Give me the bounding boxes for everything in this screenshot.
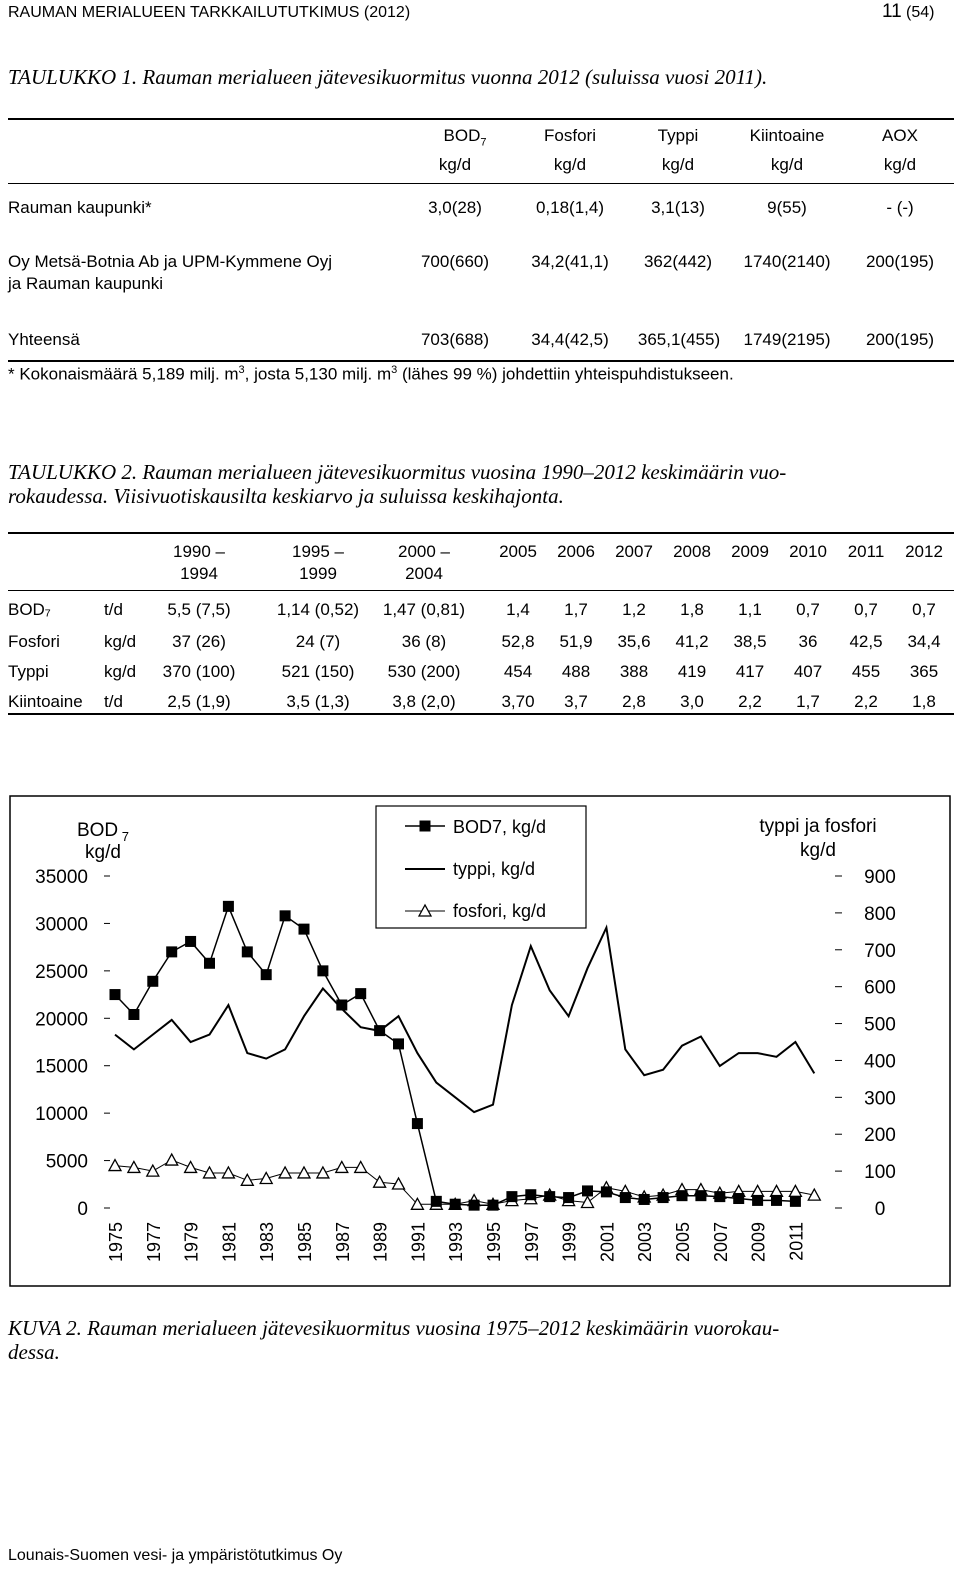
row-label: Kiintoaine — [8, 692, 83, 711]
x-tick-label: 1977 — [143, 1222, 164, 1263]
fosfori-point — [109, 1160, 121, 1171]
fosfori-point — [185, 1161, 197, 1172]
cell: 455 — [851, 662, 881, 681]
table2-col-header: 2000 – — [398, 542, 450, 561]
x-tick-label: 1991 — [408, 1222, 429, 1263]
cell: 24 (7) — [295, 632, 341, 651]
cell: 1,8 — [912, 692, 936, 711]
x-tick-label: 1985 — [295, 1222, 315, 1263]
series-bod7-line — [115, 906, 795, 1205]
cell: 1,2 — [622, 600, 646, 619]
bod7-point — [223, 901, 234, 912]
x-tick-label: 1993 — [446, 1222, 467, 1263]
col-typpi-name: Typpi — [657, 126, 699, 145]
x-tick-label: 2011 — [786, 1222, 807, 1261]
right-tick-label: 400 — [864, 1051, 896, 1073]
bod7-point — [544, 1191, 555, 1202]
table2-col-header: 1990 – — [173, 542, 225, 561]
bod7-point — [147, 976, 158, 987]
cell: - (-) — [886, 198, 914, 217]
cell: 2,5 (1,9) — [167, 692, 231, 711]
table2-bottom-rule — [8, 713, 954, 715]
table2-header-rule — [8, 590, 954, 591]
right-tick-label: 900 — [864, 867, 896, 888]
cell: 362(442) — [643, 252, 713, 271]
right-tick-label: 800 — [864, 903, 896, 925]
left-tick-label: 30000 — [35, 914, 88, 936]
cell: 1,14 (0,52) — [276, 600, 360, 619]
bod7-point — [336, 1000, 347, 1011]
cell: 37 (26) — [172, 632, 226, 651]
bod7-point — [412, 1118, 423, 1129]
col-fosfori-unit: kg/d — [553, 155, 587, 174]
cell: 41,2 — [675, 632, 709, 651]
bod7-point — [714, 1191, 725, 1202]
cell: 52,8 — [501, 632, 535, 651]
x-tick-label: 1995 — [484, 1222, 504, 1263]
cell: 3,5 (1,3) — [286, 692, 350, 711]
cell: 2,2 — [854, 692, 878, 711]
cell: 51,9 — [559, 632, 593, 651]
cell: 42,5 — [849, 632, 883, 651]
left-axis-unit: kg/d — [85, 842, 121, 863]
bod7-point — [790, 1196, 801, 1207]
table2-col-header: 2011 — [847, 542, 885, 561]
col-bod-name: $BOD_7$ — [443, 126, 487, 149]
cell: 365 — [909, 662, 939, 681]
cell: 703(688) — [420, 330, 490, 349]
table1-header-rule — [8, 183, 954, 184]
x-tick-label: 1989 — [370, 1222, 391, 1263]
x-tick-label: 1981 — [219, 1222, 240, 1263]
figure-caption-line2: dessa. — [8, 1340, 60, 1364]
bod7-point — [620, 1192, 631, 1203]
cell: 34,4(42,5) — [531, 330, 609, 349]
fosfori-point — [374, 1176, 386, 1187]
legend-typpi-label: typpi, kg/d — [453, 859, 536, 879]
left-tick-label: 10000 — [35, 1104, 88, 1126]
left-tick-label: 25000 — [35, 961, 88, 983]
col-kiintoaine-unit: kg/d — [770, 155, 804, 174]
bod7-point — [317, 965, 328, 976]
bod7-point — [563, 1192, 574, 1203]
cell: 38,5 — [733, 632, 767, 651]
bod7-point — [506, 1191, 517, 1202]
left-tick-label: 20000 — [35, 1009, 88, 1031]
right-tick-label: 300 — [864, 1088, 896, 1110]
cell: 1,1 — [738, 600, 762, 619]
page-total: (54) — [906, 4, 935, 21]
row-unit: kg/d — [104, 662, 137, 681]
bod7-point — [393, 1038, 404, 1049]
x-tick-label: 1983 — [257, 1222, 278, 1263]
col-typpi-unit: kg/d — [661, 155, 695, 174]
left-axis-label: BOD $_7$ — [76, 820, 130, 844]
row-label: Fosfori — [8, 632, 60, 651]
bod7-point — [677, 1190, 688, 1201]
cell: 9(55) — [767, 198, 807, 217]
cell: 417 — [735, 662, 765, 681]
cell: 365,1(455) — [637, 330, 721, 349]
table2-caption-line2: rokaudessa. Viisivuotiskausilta keskiarvo ja suluissa keskihajonta. — [8, 484, 564, 508]
row-label-2: ja Rauman kaupunki — [8, 274, 163, 293]
cell: 0,7 — [796, 600, 820, 619]
series-typpi-line — [115, 928, 814, 1113]
table2-col-header: 2006 — [557, 542, 595, 561]
bod7-point — [261, 969, 272, 980]
left-tick-label: 5000 — [45, 1151, 88, 1173]
cell: 2,2 — [738, 692, 762, 711]
page-footer: Lounais-Suomen vesi- ja ympäristötutkimus Oy — [8, 1547, 343, 1564]
cell: 370 (100) — [162, 662, 236, 681]
bod7-point — [374, 1025, 385, 1036]
cell: 530 (200) — [387, 662, 461, 681]
load-chart — [0, 790, 960, 1290]
bod7-point — [280, 910, 291, 921]
right-axis-unit: kg/d — [800, 840, 836, 861]
cell: 0,7 — [854, 600, 878, 619]
col-kiintoaine-name: Kiintoaine — [749, 126, 825, 145]
row-label: Typpi — [8, 662, 49, 681]
cell: 3,0(28) — [428, 198, 482, 217]
row-unit: kg/d — [104, 632, 137, 651]
fosfori-point — [260, 1172, 272, 1183]
cell: 1740(2140) — [743, 252, 831, 271]
bod7-point — [733, 1193, 744, 1204]
table2-col-header: 2007 — [615, 542, 653, 561]
legend-bod7-label: BOD7, kg/d — [453, 817, 547, 837]
cell: 1,8 — [680, 600, 704, 619]
cell: 2,8 — [622, 692, 646, 711]
right-tick-label: 500 — [864, 1014, 896, 1036]
cell: 407 — [793, 662, 823, 681]
table1-bottom-rule — [8, 360, 954, 362]
row-unit: t/d — [104, 600, 123, 619]
col-aox-unit: kg/d — [883, 155, 917, 174]
right-tick-label: 200 — [864, 1125, 896, 1147]
page-number: 11 — [882, 1, 902, 22]
right-tick-label: 700 — [864, 940, 896, 962]
bod7-point — [242, 946, 253, 957]
cell: 1,7 — [796, 692, 820, 711]
cell: 3,70 — [501, 692, 535, 711]
cell: 3,7 — [564, 692, 588, 711]
bod7-point — [166, 946, 177, 957]
cell: 34,4 — [907, 632, 941, 651]
table2-col-header: 2008 — [673, 542, 711, 561]
table2-col-header: 2010 — [789, 542, 827, 561]
cell: 388 — [619, 662, 649, 681]
bod7-point — [582, 1185, 593, 1196]
x-tick-label: 1999 — [559, 1222, 580, 1263]
x-tick-label: 1979 — [181, 1222, 202, 1263]
left-tick-label: 35000 — [35, 867, 88, 888]
bod7-point — [658, 1192, 669, 1203]
x-tick-label: 1987 — [332, 1222, 353, 1263]
table2-col-header: 2012 — [905, 542, 943, 561]
cell: 36 (8) — [401, 632, 447, 651]
right-tick-label: 0 — [874, 1199, 886, 1220]
cell: 454 — [503, 662, 533, 681]
cell: 1749(2195) — [743, 330, 831, 349]
cell: 419 — [677, 662, 707, 681]
running-header: RAUMAN MERIALUEEN TARKKAILUTUTKIMUS (2012) — [8, 4, 411, 21]
fosfori-point — [279, 1167, 291, 1178]
bod7-point — [771, 1195, 782, 1206]
x-tick-label: 1975 — [106, 1222, 126, 1263]
x-tick-label: 2005 — [673, 1222, 693, 1263]
row-label: Yhteensä — [8, 330, 80, 349]
row-label: Rauman kaupunki* — [8, 198, 152, 217]
x-tick-label: 2003 — [635, 1222, 656, 1263]
table2-col-header-2: 1999 — [299, 564, 337, 583]
left-tick-label: 0 — [77, 1199, 88, 1220]
fosfori-point — [298, 1167, 310, 1178]
fosfori-point — [166, 1154, 178, 1165]
bod7-point — [110, 989, 121, 1000]
bod7-point — [639, 1194, 650, 1205]
row-label: Oy Metsä-Botnia Ab ja UPM-Kymmene Oyj — [8, 252, 333, 271]
cell: 1,7 — [564, 600, 588, 619]
cell: 1,4 — [506, 600, 530, 619]
right-tick-label: 600 — [864, 977, 896, 999]
cell: 3,1(13) — [651, 198, 705, 217]
fosfori-point — [204, 1167, 216, 1178]
cell: 35,6 — [617, 632, 651, 651]
cell: 488 — [561, 662, 591, 681]
fosfori-point — [222, 1167, 234, 1178]
right-axis-label: typpi ja fosfori — [759, 816, 877, 837]
table2-caption-line1: TAULUKKO 2. Rauman merialueen jätevesikuormitus vuosina 1990–2012 keskimäärin vuo- — [8, 460, 787, 484]
table2-col-header: 2005 — [499, 542, 537, 561]
bod7-point — [450, 1199, 461, 1210]
cell: 0,18(1,4) — [535, 198, 605, 217]
right-tick-label: 100 — [864, 1162, 896, 1184]
table1-caption: TAULUKKO 1. Rauman merialueen jätevesikuormitus vuonna 2012 (suluissa vuosi 2011). — [8, 65, 768, 89]
bod7-point — [601, 1186, 612, 1197]
x-tick-label: 2007 — [710, 1222, 731, 1263]
bod7-point — [431, 1196, 442, 1207]
row-unit: t/d — [104, 692, 123, 711]
table2-top-rule — [8, 532, 954, 534]
cell: 3,0 — [680, 692, 704, 711]
table2-col-header: 2009 — [731, 542, 769, 561]
bod7-point — [488, 1200, 499, 1211]
legend-fosfori-label: fosfori, kg/d — [453, 901, 547, 921]
table1-top-rule — [8, 118, 954, 120]
table2-col-header-2: 1994 — [180, 564, 218, 583]
bod7-point — [525, 1189, 536, 1200]
cell: 1,47 (0,81) — [382, 600, 466, 619]
bod7-point — [299, 924, 310, 935]
cell: 0,7 — [912, 600, 936, 619]
fosfori-point — [317, 1167, 329, 1178]
cell: 200(195) — [865, 330, 935, 349]
col-aox-name: AOX — [882, 126, 918, 145]
table1-footnote: * Kokonaismäärä 5,189 milj. $m^3$, josta 5,130 milj. $m^3$ (lähes 99 %) johdettiin yhteispuhdistukseen. — [8, 364, 734, 384]
x-tick-label: 2001 — [597, 1222, 618, 1263]
series-fosfori-line — [115, 1160, 814, 1204]
left-tick-label: 15000 — [35, 1056, 88, 1078]
cell: 5,5 (7,5) — [167, 600, 231, 619]
figure-caption-line1: KUVA 2. Rauman merialueen jätevesikuormitus vuosina 1975–2012 keskimäärin vuorokau- — [8, 1316, 780, 1340]
bod7-point — [185, 936, 196, 947]
cell: 3,8 (2,0) — [392, 692, 456, 711]
cell: 700(660) — [420, 252, 490, 271]
bod7-point — [695, 1190, 706, 1201]
bod7-point — [128, 1009, 139, 1020]
x-tick-label: 2009 — [748, 1222, 769, 1263]
col-bod-unit: kg/d — [438, 155, 472, 174]
legend-bod7-marker — [420, 821, 431, 832]
bod7-point — [752, 1195, 763, 1206]
cell: 200(195) — [865, 252, 935, 271]
row-label: BOD₇ — [8, 600, 51, 619]
bod7-point — [469, 1200, 480, 1211]
cell: 521 (150) — [281, 662, 355, 681]
table2-col-header: 1995 – — [292, 542, 344, 561]
table2-col-header-2: 2004 — [405, 564, 443, 583]
col-fosfori-name: Fosfori — [544, 126, 596, 145]
x-tick-label: 1997 — [521, 1222, 542, 1263]
bod7-point — [355, 988, 366, 999]
bod7-point — [204, 958, 215, 969]
cell: 34,2(41,1) — [531, 252, 609, 271]
cell: 36 — [798, 632, 818, 651]
